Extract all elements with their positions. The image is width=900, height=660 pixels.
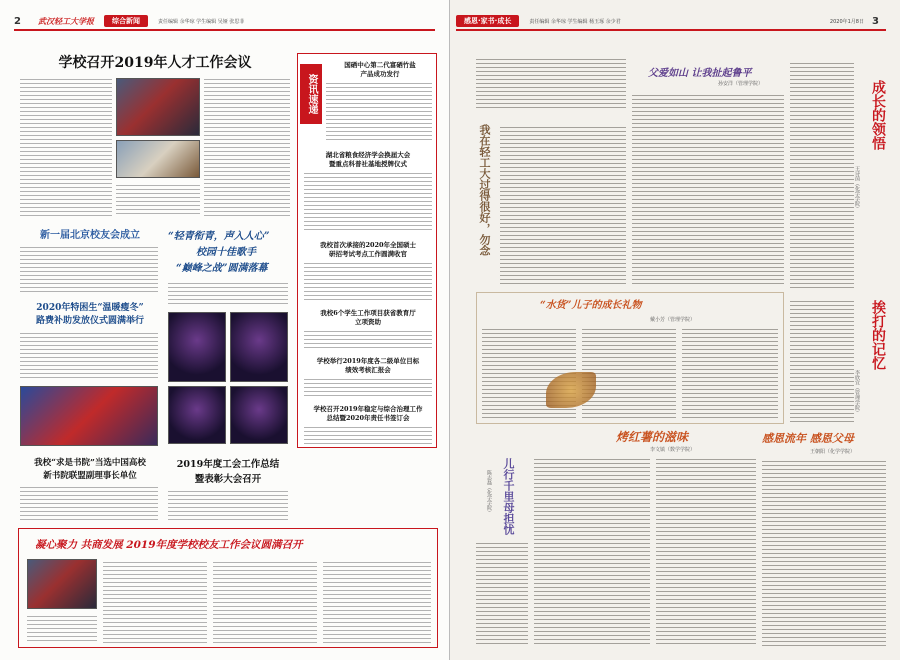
- express-item-title: 我校首次承接的2020年全国硕士 研招考试考点工作圆满收官: [319, 241, 417, 258]
- alumni-meeting-photo: [27, 559, 97, 609]
- headline-water-son: “水货”儿子的成长礼物: [540, 300, 642, 311]
- headline-academy-1: 我校“求是书院”当选中国高校: [34, 458, 146, 468]
- vertical-headline: 我在轻工大过得很好，勿念: [478, 124, 491, 256]
- section-badge: 感恩·家书·成长: [456, 15, 519, 27]
- article-body: [790, 60, 854, 290]
- express-tag: 资讯速递: [300, 64, 322, 124]
- masthead: 武汉轻工大学报: [38, 15, 94, 26]
- headline-gratitude: 感恩流年 感恩父母: [762, 432, 854, 445]
- left-page-header: [14, 14, 435, 28]
- headline-growth: 成长的领悟: [870, 80, 886, 150]
- headline-alumni: 新一届北京校友会成立: [40, 230, 140, 241]
- express-item-title: 学校召开2019年稳定与综合治理工作 总结暨2020年责任书签订会: [313, 405, 423, 422]
- singer-photo: [230, 312, 288, 382]
- alumni-meeting-box: [18, 528, 438, 648]
- header-rule: [456, 29, 886, 31]
- headline-subsidy-2: 路费补助发放仪式圆满举行: [35, 316, 144, 326]
- author-journey: 陈志磊（化学学院）: [486, 470, 492, 515]
- headline-union-1: 2019年度工会工作总结: [176, 459, 280, 470]
- singer-photo: [168, 312, 226, 382]
- article-body: [168, 488, 288, 522]
- article-body: [20, 330, 158, 380]
- headline-journey: 儿行千里母担忧: [502, 458, 515, 535]
- article-body: [534, 456, 650, 646]
- express-item-title: 我校6个学生工作项目获省教育厅 立项资助: [320, 309, 416, 326]
- article-body: [20, 244, 158, 292]
- headline-singer-1: “轻青衔青，声入人心”: [168, 231, 270, 242]
- meeting-photo: [116, 78, 200, 136]
- author-sweet-potato: 李文镇（数学学院）: [650, 447, 696, 453]
- express-item-body: [304, 328, 432, 348]
- headline-singer-2: 校园十佳歌手: [196, 247, 256, 258]
- page-number: 3: [872, 15, 879, 27]
- express-item-title: 国硒中心第二代富硒竹盐 产品成功发行: [344, 61, 416, 78]
- headline-sweet-potato: 烤红薯的滋味: [616, 430, 689, 444]
- editor-credit: 责任编辑 余华琼 学生编辑 杨玉琢 余少君: [529, 18, 621, 25]
- right-page-header: [456, 14, 886, 28]
- section-badge: 综合新闻: [104, 15, 148, 27]
- headline-subsidy-1: 2020年特困生“温暖瘦冬”: [36, 303, 144, 313]
- news-express-box: [297, 53, 437, 448]
- express-item-title: 湖北省粮食经济学会换届大会 暨重点科普社基地授牌仪式: [325, 151, 411, 168]
- article-body: [582, 326, 676, 418]
- article-body: [476, 540, 528, 646]
- article-body: [168, 280, 288, 306]
- author-gratitude: 王朝阳（化学学院）: [810, 449, 856, 455]
- article-body: [103, 559, 207, 643]
- headline-talent-meeting: 学校召开2019年人才工作会议: [58, 55, 252, 71]
- express-item-title: 学校举行2019年度各二级单位目标 绩效考核汇报会: [316, 357, 420, 374]
- express-item-body: [304, 424, 432, 444]
- article-body: [27, 613, 97, 643]
- headline-alumni-meeting: 凝心聚力 共商发展 2019年度学校校友工作会议圆满召开: [35, 539, 303, 551]
- right-page: [450, 0, 900, 660]
- article-body: [656, 456, 756, 646]
- article-body: [323, 559, 431, 643]
- article-body: [116, 182, 200, 216]
- article-body: [20, 484, 158, 522]
- meeting-photo-2: [116, 140, 200, 178]
- article-body: [213, 559, 317, 643]
- header-rule: [14, 29, 435, 31]
- article-body: [790, 298, 854, 422]
- page-number: 2: [14, 15, 21, 27]
- article-body: [632, 92, 784, 286]
- article-body: [20, 76, 112, 216]
- article-body: [762, 458, 886, 646]
- express-item-body: [304, 260, 432, 300]
- headline-union-2: 暨表彰大会召开: [194, 474, 262, 485]
- author-father: 孙安洋（管理学院）: [718, 81, 764, 87]
- singer-photo: [168, 386, 226, 444]
- express-item-body: [304, 376, 432, 396]
- issue-date: 2020年1月8日: [829, 18, 864, 25]
- article-body: [500, 124, 626, 286]
- article-body: [204, 76, 290, 216]
- editor-credit: 责任编辑 余华琼 学生编辑 吴娅 张思菲: [158, 18, 245, 25]
- author-memory: 李欣宜（管理学院）: [854, 370, 860, 415]
- headline-singer-3: “巅峰之战”圆满落幕: [176, 263, 268, 274]
- author-water-son: 戴小芳（管理学院）: [650, 317, 696, 323]
- headline-academy-2: 新书院联盟副理事长单位: [43, 471, 137, 481]
- express-item-body: [326, 80, 432, 140]
- express-item-body: [304, 170, 432, 232]
- ceremony-photo: [20, 386, 158, 446]
- headline-father: 父爱如山 让我扯起鲁平: [648, 68, 752, 79]
- article-body: [682, 326, 778, 418]
- article-body: [476, 56, 626, 110]
- singer-photo: [230, 386, 288, 444]
- author-growth: 王诗茵（化学学院）: [854, 166, 860, 211]
- headline-memory: 挨打的记忆: [870, 300, 886, 370]
